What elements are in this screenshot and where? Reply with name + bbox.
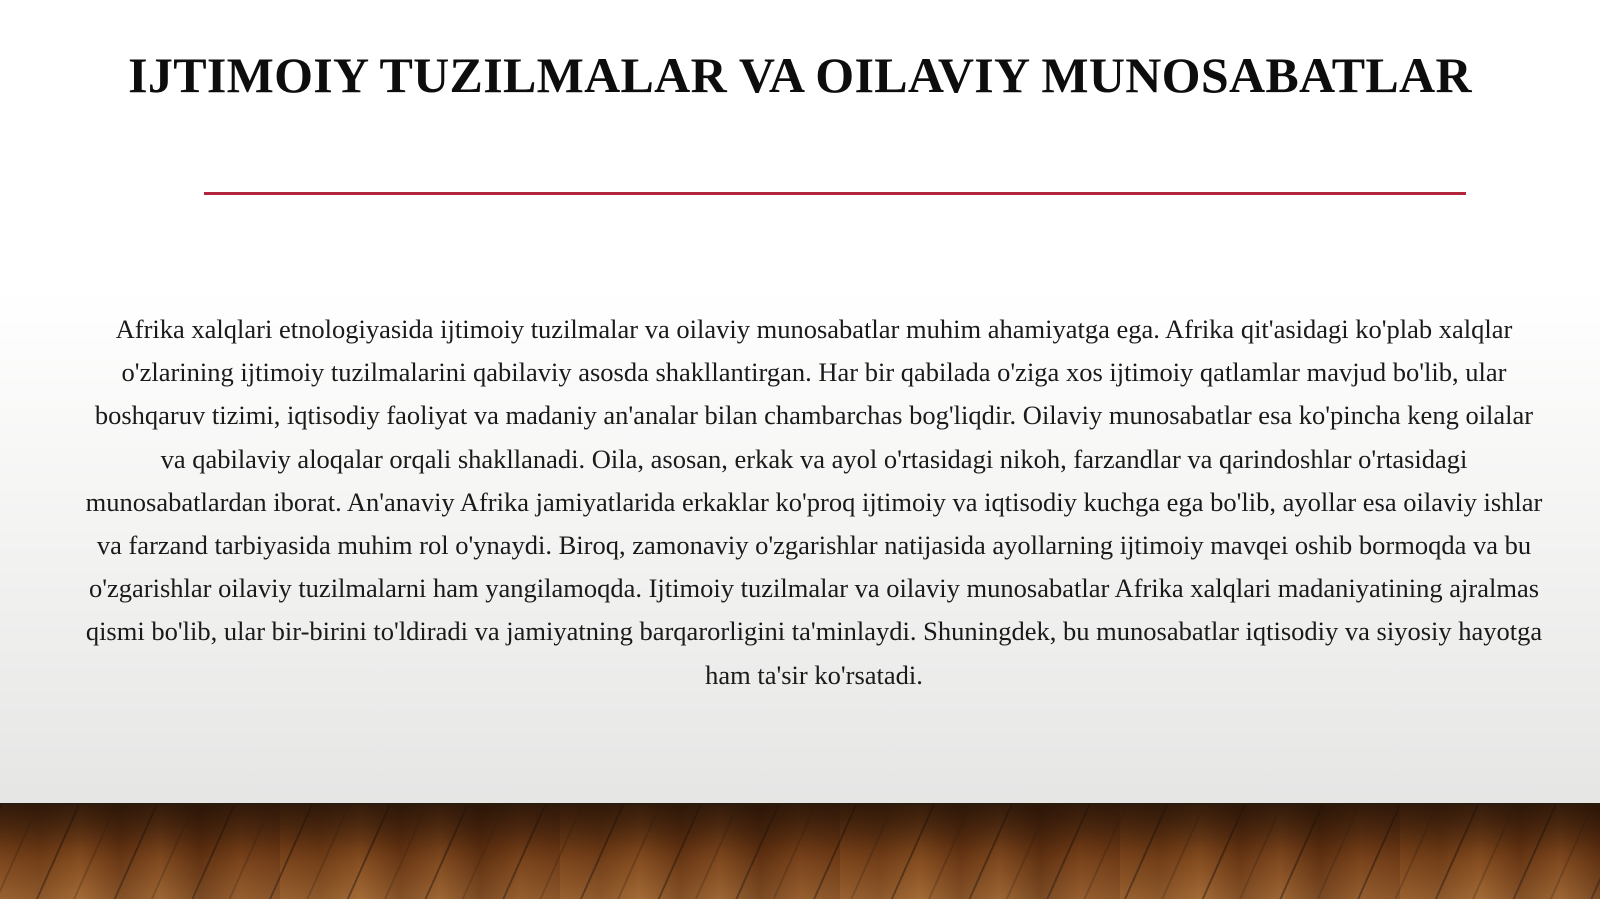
slide-body-text: Afrika xalqlari etnologiyasida ijtimoiy tuzilmalar va oilaviy munosabatlar muhim ahamiyatga ega. Afrika qit'asidagi ko'plab xalqlar o'zlarining ijtimoiy tuzilmalarini qabilaviy asosda shakllantirgan. Har bir qabilada o'ziga xos ijtimoiy qatlamlar mavjud bo'lib, ular boshqaruv tizimi, iqtisodiy faoliyat va madaniy an'analar bilan chambarchas bog'liqdir. Oilaviy munosabatlar esa ko'pincha keng oilalar va qabilaviy aloqalar orqali shakllanadi. Oila, asosan, erkak va ayol o'rtasidagi nikoh, farzandlar va qarindoshlar o'rtasidagi munosabatlardan iborat. An'anaviy Afrika jamiyatlarida erkaklar ko'proq ijtimoiy va iqtisodiy kuchga ega bo'lib, ayollar esa oilaviy ishlar va farzand tarbiyasida muhim rol o'ynaydi. Biroq, zamonaviy o'zgarishlar natijasida ayollarning ijtimoiy mavqei oshib bormoqda va bu o'zgarishlar oilaviy tuzilmalarni ham yangilamoqda. Ijtimoiy tuzilmalar va oilaviy munosabatlar Afrika xalqlari madaniyatining ajralmas qismi bo'lib, ular bir-birini to'ldiradi va jamiyatning barqarorligini ta'minlaydi. Shuningdek, bu munosabatlar iqtisodiy va siyosiy hayotga ham ta'sir ko'rsatadi.	[85, 314, 1543, 690]
floor-shadow	[0, 805, 1600, 899]
wood-floor-decoration	[0, 803, 1600, 899]
title-divider	[204, 192, 1466, 195]
slide-title: IJTIMOIY TUZILMALAR VA OILAVIY MUNOSABATLAR	[128, 47, 1472, 103]
